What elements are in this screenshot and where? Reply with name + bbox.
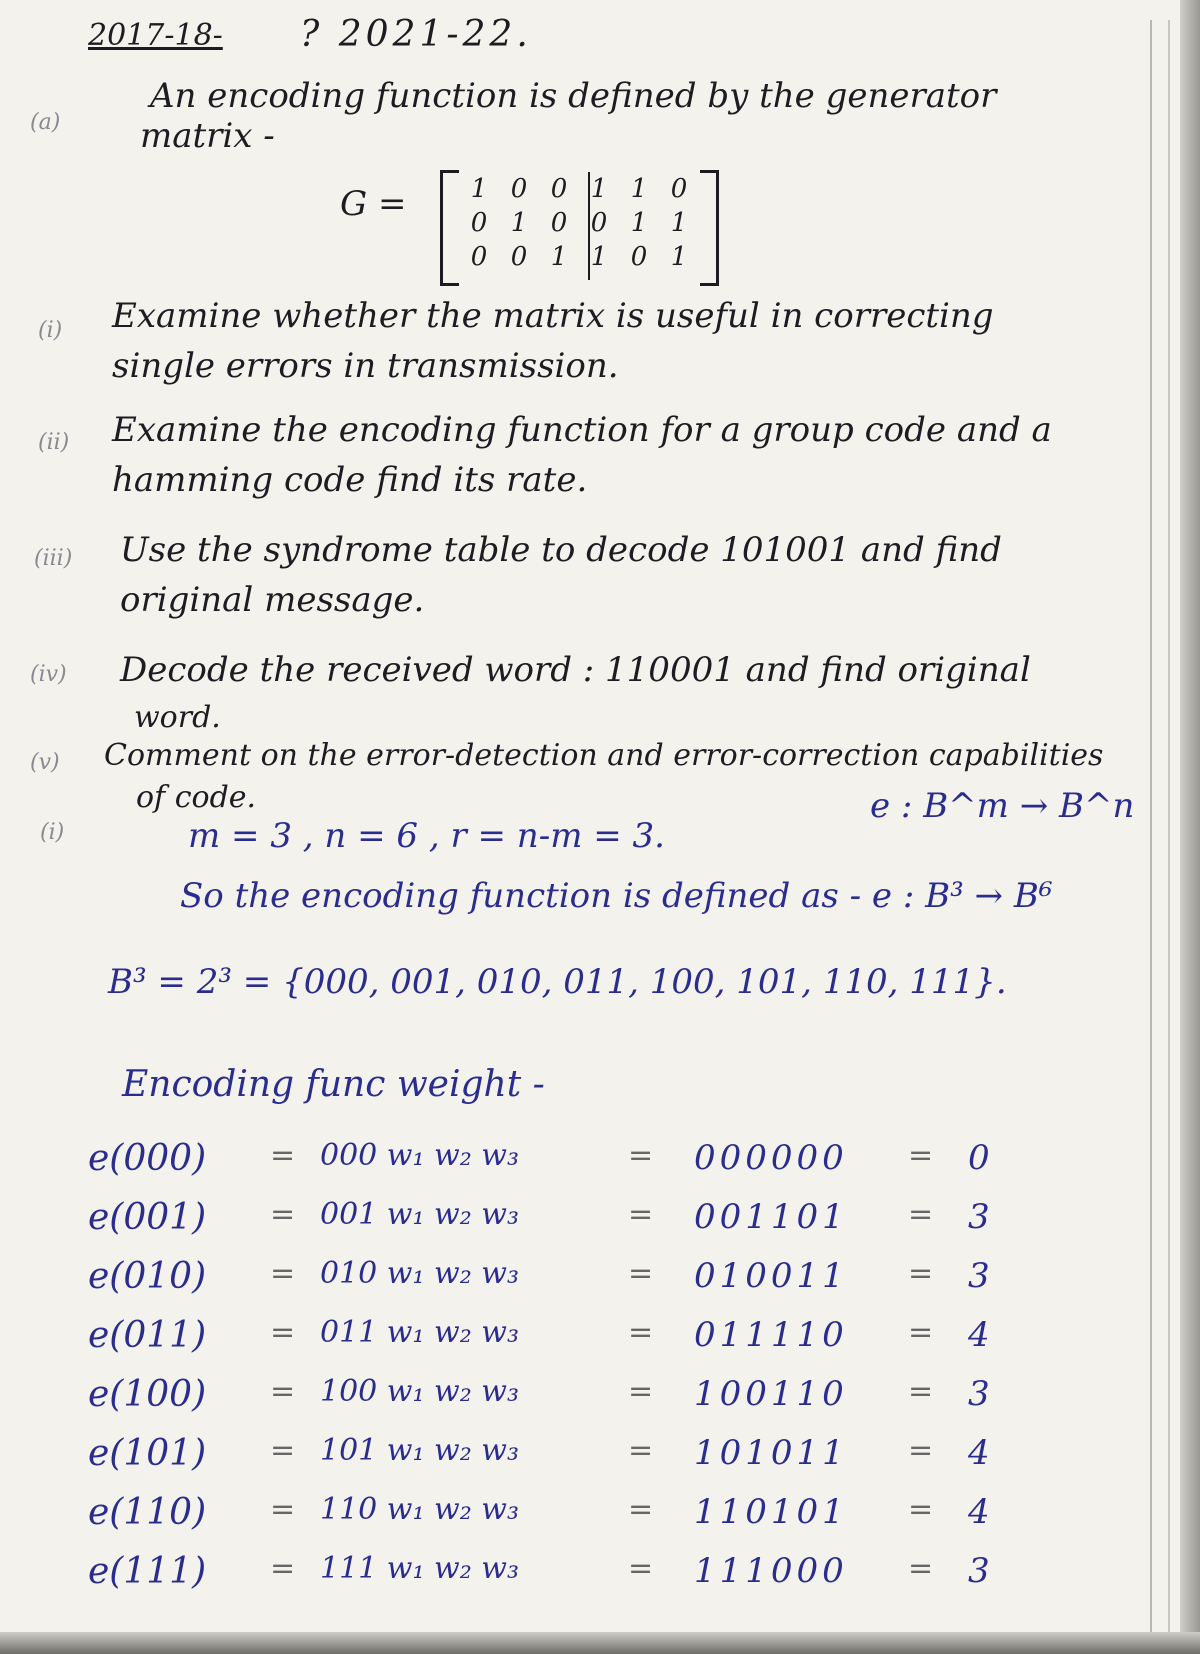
generator-matrix <box>340 160 740 290</box>
year-right: ? 2021-22. <box>300 14 532 55</box>
solution-so-line: So the encoding function is defined as - e : B³ → B⁶ <box>180 876 1053 916</box>
right-bracket <box>700 170 719 286</box>
equals-sign: = <box>628 1551 654 1586</box>
input-word: e(000) <box>88 1138 207 1179</box>
equals-sign: = <box>628 1433 654 1468</box>
input-word: e(101) <box>88 1433 207 1474</box>
weight: 4 <box>968 1433 990 1473</box>
table-row <box>88 1197 1088 1256</box>
year-left: 2017-18- <box>88 18 223 53</box>
expression: 111 w₁ w₂ w₃ <box>320 1551 519 1586</box>
question-line-1: An encoding function is defined by the generator <box>150 76 997 116</box>
part-number: (i) <box>38 318 63 343</box>
code-word: 110101 <box>694 1492 848 1532</box>
matrix-row <box>468 172 690 206</box>
matrix-cell: 0 <box>470 208 488 238</box>
matrix-cell: 1 <box>670 242 688 272</box>
question-line-2: matrix - <box>140 116 275 156</box>
part-line: original message. <box>120 580 425 620</box>
input-word: e(010) <box>88 1256 207 1297</box>
matrix-cell: 1 <box>670 208 688 238</box>
matrix-cell: 1 <box>590 174 608 204</box>
matrix-cell: 0 <box>550 208 568 238</box>
part-number: (iv) <box>30 662 67 687</box>
equals-sign: = <box>908 1551 934 1586</box>
input-word: e(111) <box>88 1551 207 1592</box>
expression: 000 w₁ w₂ w₃ <box>320 1138 519 1173</box>
equals-sign: = <box>628 1315 654 1350</box>
equals-sign: = <box>270 1374 296 1409</box>
equals-sign: = <box>908 1374 934 1409</box>
matrix-cell: 0 <box>470 242 488 272</box>
table-row <box>88 1433 1088 1492</box>
matrix-label: G = <box>340 184 407 224</box>
encoding-table <box>88 1138 1088 1610</box>
equals-sign: = <box>270 1551 296 1586</box>
matrix-cell: 0 <box>670 174 688 204</box>
matrix-cell: 0 <box>630 242 648 272</box>
question-number: (a) <box>30 110 61 135</box>
encoding-heading: Encoding func weight - <box>122 1064 545 1105</box>
part-line: Comment on the error-detection and error-correction capabilities <box>104 738 1104 773</box>
equals-sign: = <box>908 1138 934 1173</box>
equals-sign: = <box>628 1374 654 1409</box>
code-word: 101011 <box>694 1433 848 1473</box>
code-word: 010011 <box>694 1256 848 1296</box>
solution-mn-line: m = 3 , n = 6 , r = n-m = 3. <box>188 816 665 856</box>
margin-line <box>1150 20 1152 1640</box>
equals-sign: = <box>908 1433 934 1468</box>
table-row <box>88 1374 1088 1433</box>
input-word: e(011) <box>88 1315 207 1356</box>
part-line: single errors in transmission. <box>112 346 619 386</box>
code-word: 100110 <box>694 1374 848 1414</box>
input-word: e(110) <box>88 1492 207 1533</box>
table-row <box>88 1492 1088 1551</box>
left-bracket <box>440 170 459 286</box>
solution-number: (i) <box>40 820 65 845</box>
equals-sign: = <box>270 1197 296 1232</box>
expression: 010 w₁ w₂ w₃ <box>320 1256 519 1291</box>
matrix-cell: 0 <box>590 208 608 238</box>
part-line: word. <box>134 700 221 735</box>
weight: 3 <box>968 1197 990 1237</box>
weight: 3 <box>968 1374 990 1414</box>
solution-mapping: e : B^m → B^n <box>870 786 1135 826</box>
expression: 101 w₁ w₂ w₃ <box>320 1433 519 1468</box>
table-row <box>88 1256 1088 1315</box>
expression: 011 w₁ w₂ w₃ <box>320 1315 519 1350</box>
equals-sign: = <box>908 1256 934 1291</box>
equals-sign: = <box>270 1315 296 1350</box>
equals-sign: = <box>628 1256 654 1291</box>
input-word: e(100) <box>88 1374 207 1415</box>
matrix-rows <box>468 172 690 274</box>
input-word: e(001) <box>88 1197 207 1238</box>
matrix-row <box>468 206 690 240</box>
part-line: of code. <box>136 780 257 815</box>
equals-sign: = <box>628 1492 654 1527</box>
weight: 3 <box>968 1256 990 1296</box>
part-number: (ii) <box>38 430 70 455</box>
expression: 001 w₁ w₂ w₃ <box>320 1197 519 1232</box>
part-line: Use the syndrome table to decode 101001 and find <box>120 530 1002 570</box>
code-word: 011110 <box>694 1315 848 1355</box>
page-edge <box>1180 0 1200 1654</box>
expression: 110 w₁ w₂ w₃ <box>320 1492 519 1527</box>
code-word: 111000 <box>694 1551 848 1591</box>
part-number: (v) <box>30 750 60 775</box>
part-line: Examine the encoding function for a group code and a <box>112 410 1052 450</box>
equals-sign: = <box>628 1197 654 1232</box>
part-line: Examine whether the matrix is useful in correcting <box>112 296 994 336</box>
weight: 4 <box>968 1492 990 1532</box>
equals-sign: = <box>908 1315 934 1350</box>
matrix-cell: 1 <box>470 174 488 204</box>
code-word: 001101 <box>694 1197 848 1237</box>
matrix-cell: 1 <box>550 242 568 272</box>
part-line: Decode the received word : 110001 and find original <box>120 650 1031 690</box>
matrix-cell: 0 <box>510 242 528 272</box>
solution-b3-line: B³ = 2³ = {000, 001, 010, 011, 100, 101, 110, 111}. <box>108 962 1007 1002</box>
matrix-cell: 1 <box>630 208 648 238</box>
equals-sign: = <box>270 1138 296 1173</box>
equals-sign: = <box>628 1138 654 1173</box>
matrix-cell: 0 <box>550 174 568 204</box>
weight: 4 <box>968 1315 990 1355</box>
equals-sign: = <box>270 1433 296 1468</box>
page-bottom-edge <box>0 1632 1200 1654</box>
matrix-cell: 1 <box>590 242 608 272</box>
equals-sign: = <box>908 1492 934 1527</box>
weight: 3 <box>968 1551 990 1591</box>
part-line: hamming code find its rate. <box>112 460 588 500</box>
weight: 0 <box>968 1138 990 1178</box>
matrix-cell: 1 <box>630 174 648 204</box>
expression: 100 w₁ w₂ w₃ <box>320 1374 519 1409</box>
margin-line <box>1168 20 1170 1640</box>
table-row <box>88 1138 1088 1197</box>
equals-sign: = <box>908 1197 934 1232</box>
matrix-cell: 0 <box>510 174 528 204</box>
table-row <box>88 1315 1088 1374</box>
equals-sign: = <box>270 1256 296 1291</box>
code-word: 000000 <box>694 1138 848 1178</box>
equals-sign: = <box>270 1492 296 1527</box>
matrix-row <box>468 240 690 274</box>
matrix-cell: 1 <box>510 208 528 238</box>
table-row <box>88 1551 1088 1610</box>
part-number: (iii) <box>34 546 73 571</box>
